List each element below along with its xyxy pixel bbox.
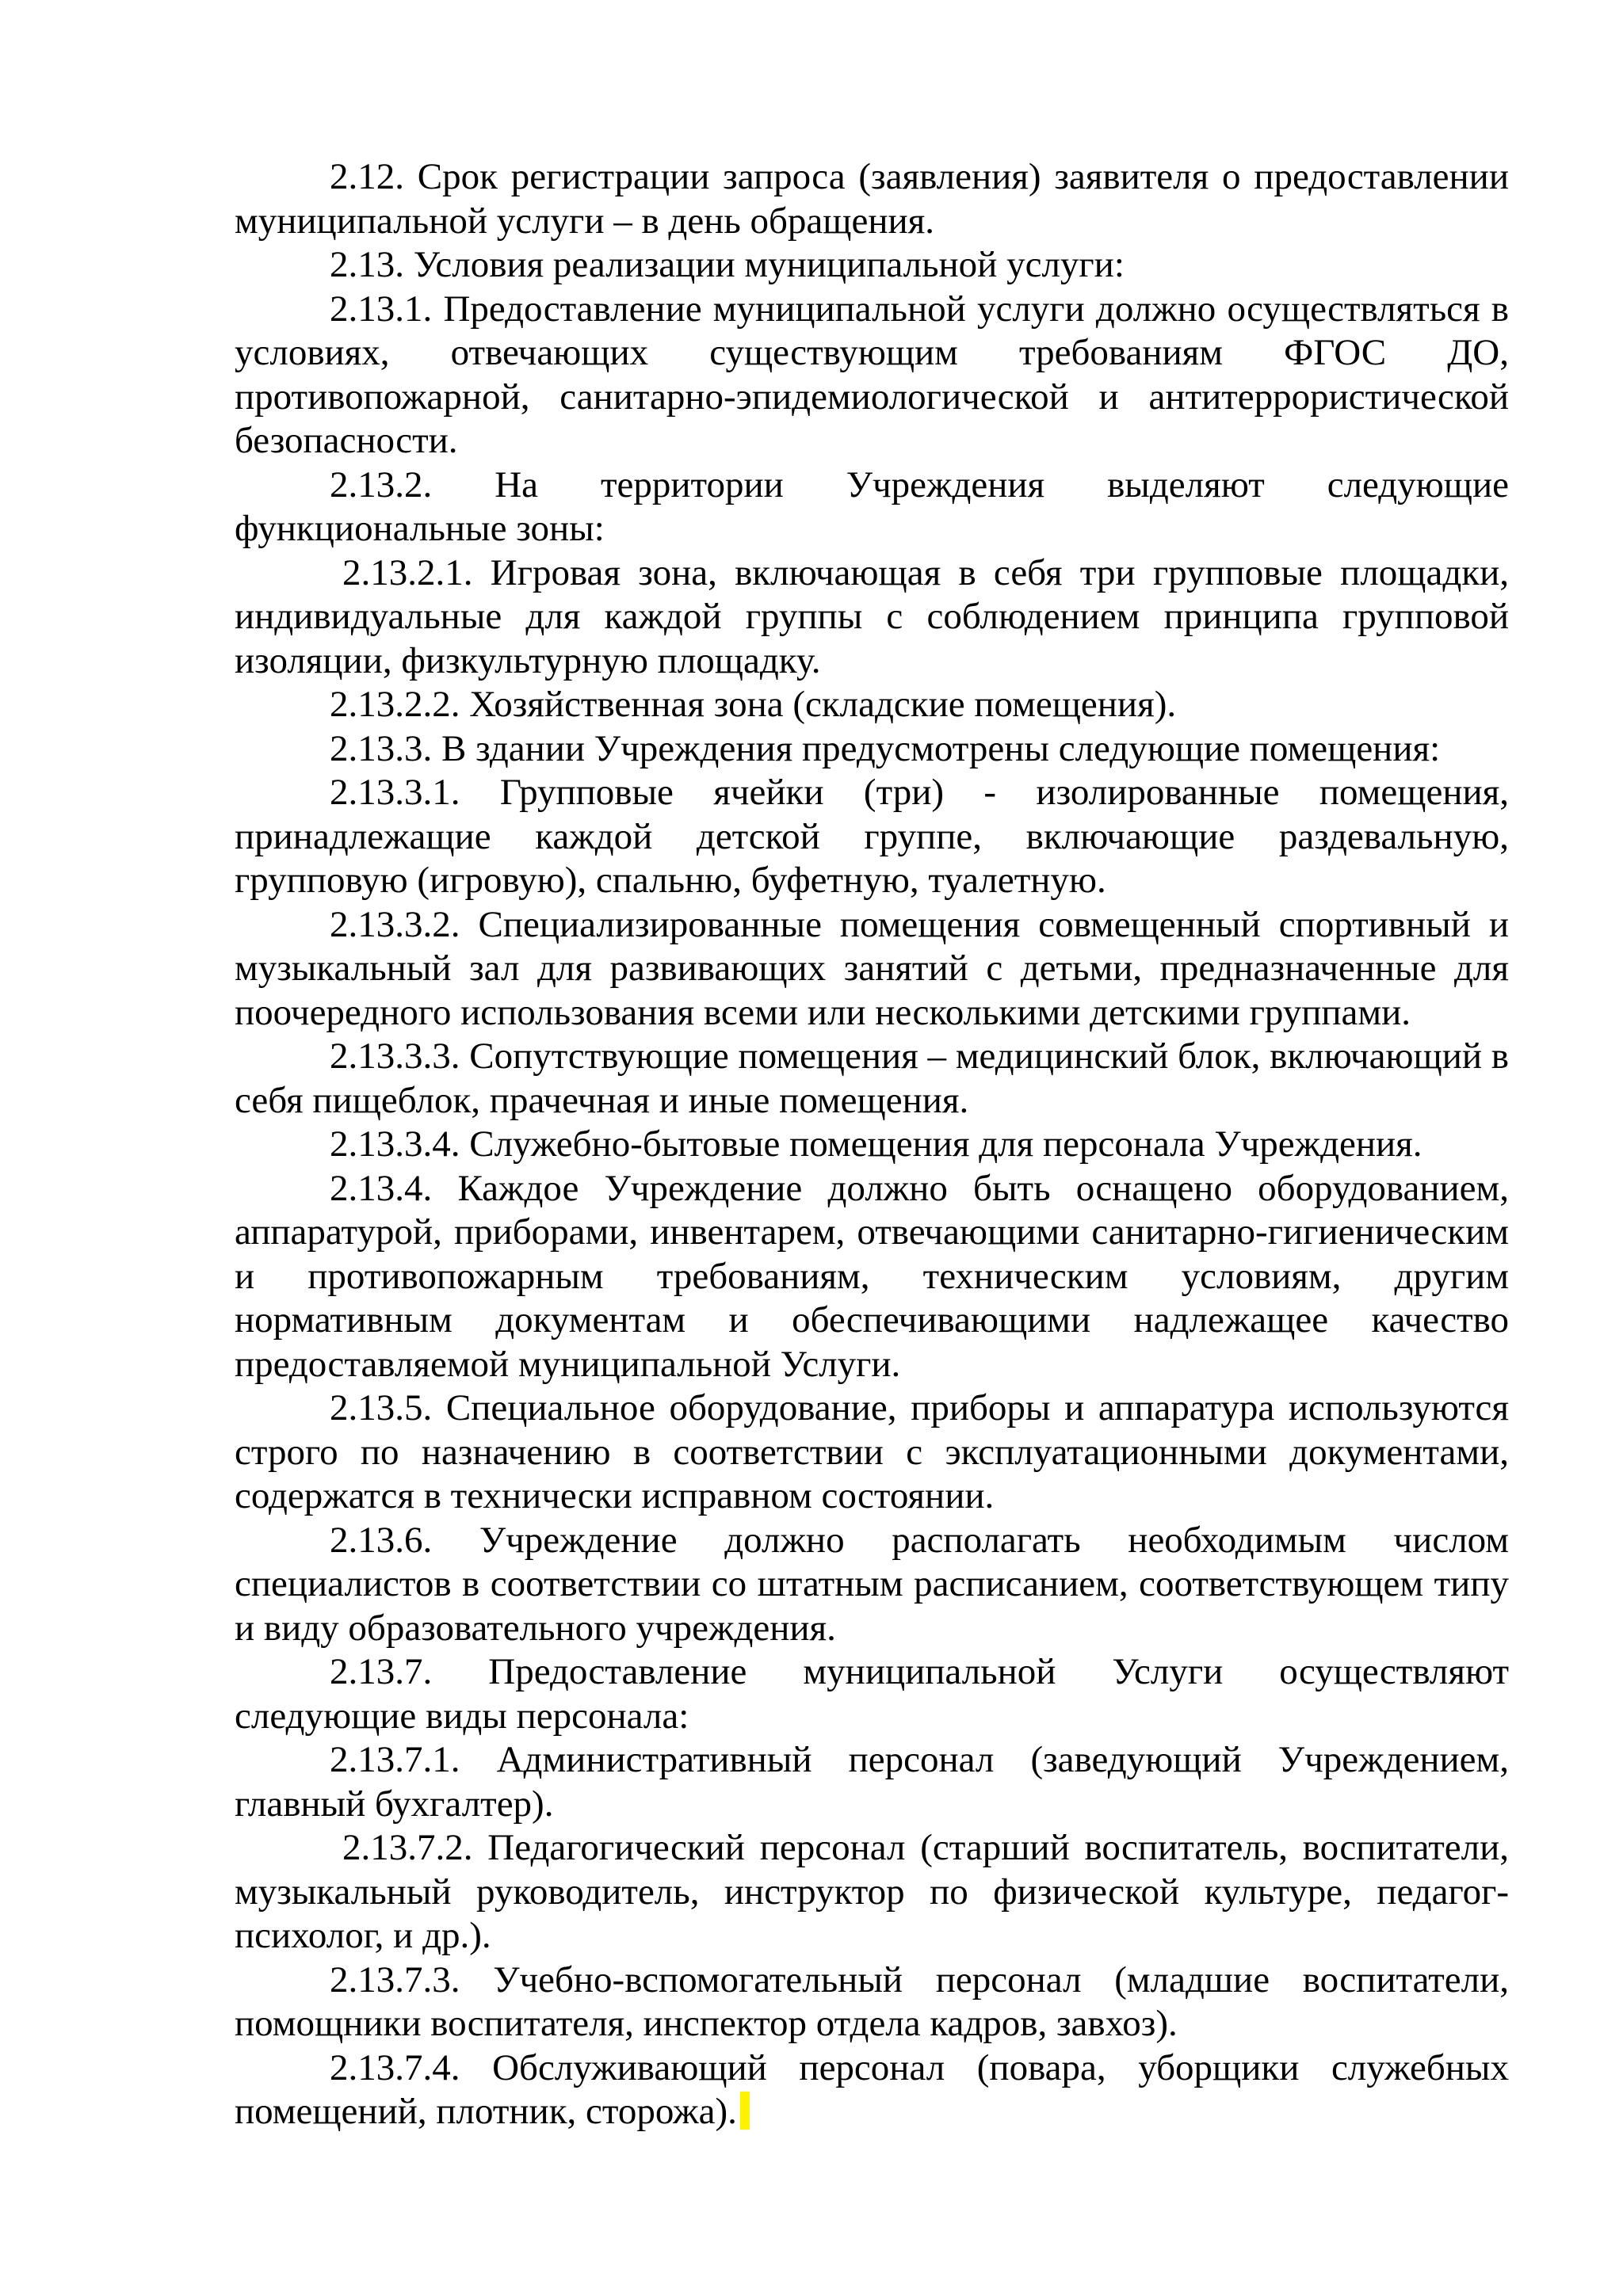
paragraph-2-13-4: 2.13.4. Каждое Учреждение должно быть оснащено оборудованием, аппаратурой, приборами, инвентарем, отвечающими санитарно-гигиеническим и противопожарным требованиям, техническим условиям, другим нормативным документам и обеспечивающими надлежащее качество предоставляемой муниципальной Услуги. [235,1167,1509,1385]
paragraph-2-13-7: 2.13.7. Предоставление муниципальной Услуги осуществляют следующие виды персонала: [235,1651,1509,1737]
paragraph-2-13: 2.13. Условия реализации муниципальной услуги: [330,244,1125,285]
paragraph-2-13-2: 2.13.2. На территории Учреждения выделяют следующие функциональные зоны: [235,463,1509,549]
paragraph-2-13-7-4-text: 2.13.7.4. Обслуживающий персонал (повара, уборщики служебных помещений, плотник, сторожа). [235,2046,1509,2132]
paragraph-2-13-3-2: 2.13.3.2. Специализированные помещения совмещенный спортивный и музыкальный зал для развивающих занятий с детьми, предназначенные для поочередного использования всеми или несколькими детскими группами. [235,903,1509,1033]
paragraph-2-13-2-1: 2.13.2.1. Игровая зона, включающая в себя три групповые площадки, индивидуальные для каждой группы с соблюдением принципа групповой изоляции, физкультурную площадку. [235,551,1509,681]
paragraph-2-13-7-4 [235,2046,1509,2134]
paragraph-2-13-3-1: 2.13.3.1. Групповые ячейки (три) - изолированные помещения, принадлежащие каждой детской группе, включающие раздевальную, групповую (игровую), спальню, буфетную, туалетную. [235,772,1509,901]
paragraph-2-13-5: 2.13.5. Специальное оборудование, приборы и аппаратура используются строго по назначению в соответствии с эксплуатационными документами, содержатся в технически исправном состоянии. [235,1387,1509,1516]
paragraph-2-13-7-3: 2.13.7.3. Учебно-вспомогательный персонал (младшие воспитатели, помощники воспитателя, инспектор отдела кадров, завхоз). [235,1958,1509,2044]
paragraph-2-13-2-2: 2.13.2.2. Хозяйственная зона (складские помещения). [330,684,1177,725]
paragraph-2-12: 2.12. Срок регистрации запроса (заявления) заявителя о предоставлении муниципальной услуги – в день обращения. [235,156,1509,242]
paragraph-2-13-3: 2.13.3. В здании Учреждения предусмотрены следующие помещения: [330,727,1441,769]
document-body [235,155,1509,2134]
paragraph-2-13-3-4: 2.13.3.4. Служебно-бытовые помещения для персонала Учреждения. [330,1123,1423,1165]
text-cursor-highlight [740,2092,750,2130]
paragraph-2-13-3-3: 2.13.3.3. Сопутствующие помещения – медицинский блок, включающий в себя пищеблок, прачечная и иные помещения. [235,1035,1509,1121]
paragraph-2-13-1: 2.13.1. Предоставление муниципальной услуги должно осуществляться в условиях, отвечающих существующим требованиям ФГОС ДО, противопожарной, санитарно-эпидемиологической и антитеррористической безопасности. [235,288,1509,461]
paragraph-2-13-7-1: 2.13.7.1. Административный персонал (заведующий Учреждением, главный бухгалтер). [235,1739,1509,1825]
paragraph-2-13-6: 2.13.6. Учреждение должно располагать необходимым числом специалистов в соответствии со штатным расписанием, соответствующем типу и виду образовательного учреждения. [235,1519,1509,1649]
paragraph-2-13-7-2: 2.13.7.2. Педагогический персонал (старший воспитатель, воспитатели, музыкальный руководитель, инструктор по физической культуре, педагог-психолог, и др.). [235,1827,1509,1956]
